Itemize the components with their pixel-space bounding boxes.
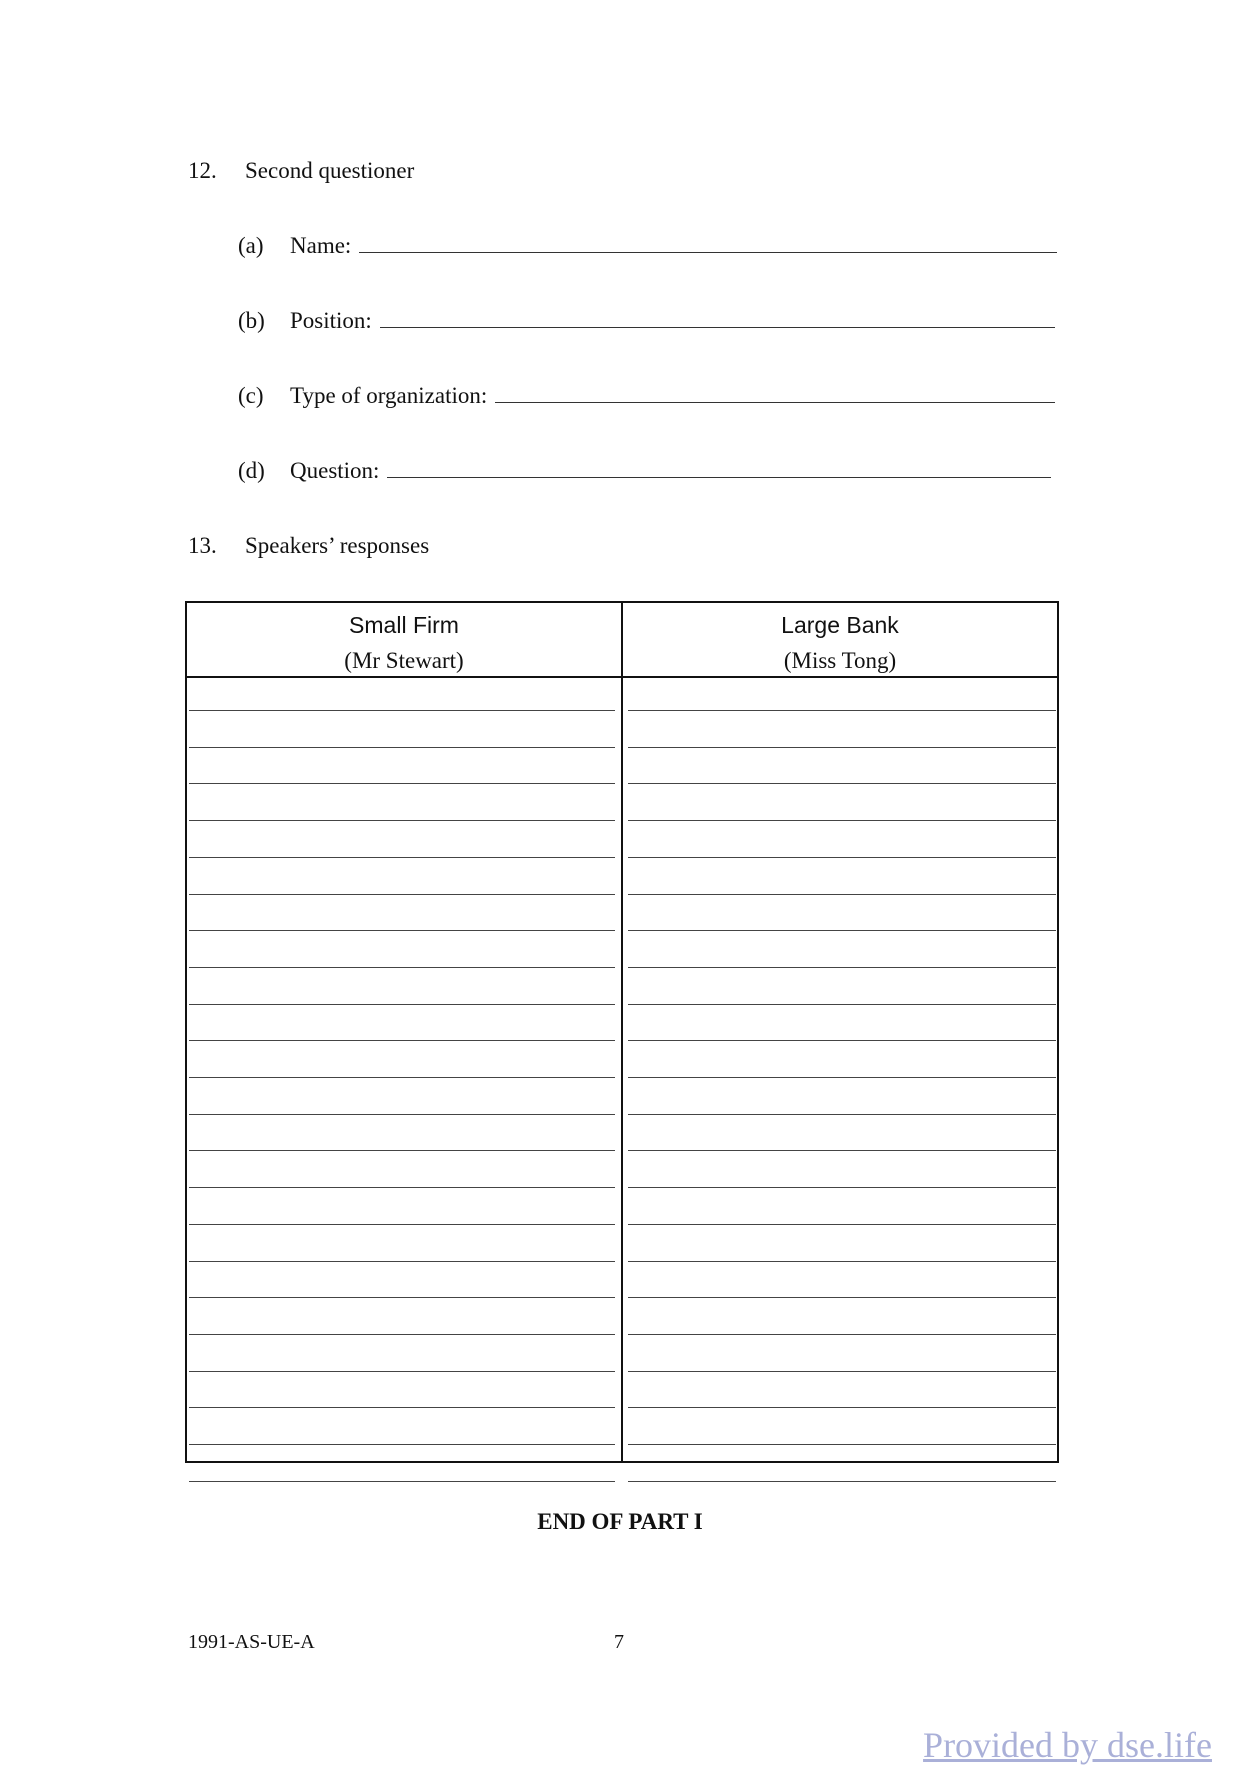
- answer-line[interactable]: [628, 967, 1056, 968]
- item-b-label: (b): [238, 308, 265, 333]
- item-a-label: (a): [238, 233, 264, 258]
- paper-code: 1991-AS-UE-A: [188, 1631, 315, 1653]
- answer-line[interactable]: [189, 710, 615, 711]
- column-divider: [621, 603, 623, 1461]
- large-bank-heading: Large Bank: [781, 612, 899, 638]
- answer-line[interactable]: [189, 1371, 615, 1372]
- answer-line[interactable]: [189, 1077, 615, 1078]
- answer-line[interactable]: [628, 1481, 1056, 1482]
- question-blank-line[interactable]: [387, 457, 1051, 478]
- answer-line[interactable]: [189, 747, 615, 748]
- position-field[interactable]: [290, 307, 1055, 335]
- question-field[interactable]: [290, 457, 1051, 485]
- answer-line[interactable]: [628, 1150, 1056, 1151]
- large-bank-answer-lines[interactable]: [628, 678, 1056, 1461]
- answer-line[interactable]: [189, 1224, 615, 1225]
- question-12-title: Second questioner: [245, 158, 415, 183]
- answer-line[interactable]: [628, 747, 1056, 748]
- answer-line[interactable]: [628, 710, 1056, 711]
- answer-line[interactable]: [189, 1150, 615, 1151]
- answer-line[interactable]: [628, 783, 1056, 784]
- question-13-title: Speakers’ responses: [245, 533, 430, 558]
- answer-line[interactable]: [189, 1334, 615, 1335]
- answer-line[interactable]: [189, 1297, 615, 1298]
- answer-line[interactable]: [628, 1187, 1056, 1188]
- responses-table: [185, 601, 1059, 1463]
- answer-line[interactable]: [189, 1407, 615, 1408]
- organization-type-field-label: Type of organization:: [290, 383, 488, 408]
- small-firm-answer-lines[interactable]: [189, 678, 615, 1461]
- name-blank-line[interactable]: [359, 232, 1057, 253]
- answer-line[interactable]: [628, 1114, 1056, 1115]
- answer-line[interactable]: [628, 1334, 1056, 1335]
- question-13-number: 13.: [188, 533, 217, 558]
- position-blank-line[interactable]: [380, 307, 1055, 328]
- item-c-label: (c): [238, 383, 264, 408]
- answer-line[interactable]: [628, 1297, 1056, 1298]
- answer-line[interactable]: [628, 1444, 1056, 1445]
- organization-type-blank-line[interactable]: [495, 382, 1055, 403]
- page-number: 7: [614, 1631, 624, 1653]
- answer-line[interactable]: [189, 894, 615, 895]
- position-field-label: Position:: [290, 308, 372, 333]
- answer-line[interactable]: [628, 820, 1056, 821]
- answer-line[interactable]: [189, 1261, 615, 1262]
- name-field-label: Name:: [290, 233, 352, 258]
- answer-line[interactable]: [628, 1371, 1056, 1372]
- answer-line[interactable]: [628, 894, 1056, 895]
- watermark-link[interactable]: Provided by dse.life: [923, 1725, 1212, 1765]
- item-d-label: (d): [238, 458, 265, 483]
- answer-line[interactable]: [628, 1261, 1056, 1262]
- answer-line[interactable]: [189, 1114, 615, 1115]
- question-12-number: 12.: [188, 158, 217, 183]
- end-of-part-heading: END OF PART I: [537, 1509, 703, 1534]
- answer-line[interactable]: [189, 1040, 615, 1041]
- organization-type-field[interactable]: [290, 382, 1055, 410]
- table-header-small-firm: [187, 607, 621, 679]
- answer-line[interactable]: [628, 1004, 1056, 1005]
- answer-line[interactable]: [189, 967, 615, 968]
- mr-stewart-heading: (Mr Stewart): [344, 648, 464, 673]
- answer-line[interactable]: [628, 930, 1056, 931]
- answer-line[interactable]: [628, 1407, 1056, 1408]
- miss-tong-heading: (Miss Tong): [783, 648, 897, 673]
- answer-line[interactable]: [189, 1187, 615, 1188]
- answer-line[interactable]: [189, 930, 615, 931]
- answer-line[interactable]: [628, 1040, 1056, 1041]
- answer-line[interactable]: [189, 820, 615, 821]
- answer-line[interactable]: [628, 1224, 1056, 1225]
- name-field[interactable]: [290, 232, 1057, 260]
- answer-line[interactable]: [189, 1444, 615, 1445]
- answer-line[interactable]: [189, 857, 615, 858]
- table-header-large-bank: [623, 607, 1057, 679]
- answer-line[interactable]: [628, 857, 1056, 858]
- answer-line[interactable]: [189, 1004, 615, 1005]
- answer-line[interactable]: [189, 783, 615, 784]
- answer-line[interactable]: [189, 1481, 615, 1482]
- answer-line[interactable]: [628, 1077, 1056, 1078]
- question-field-label: Question:: [290, 458, 380, 483]
- small-firm-heading: Small Firm: [349, 612, 459, 638]
